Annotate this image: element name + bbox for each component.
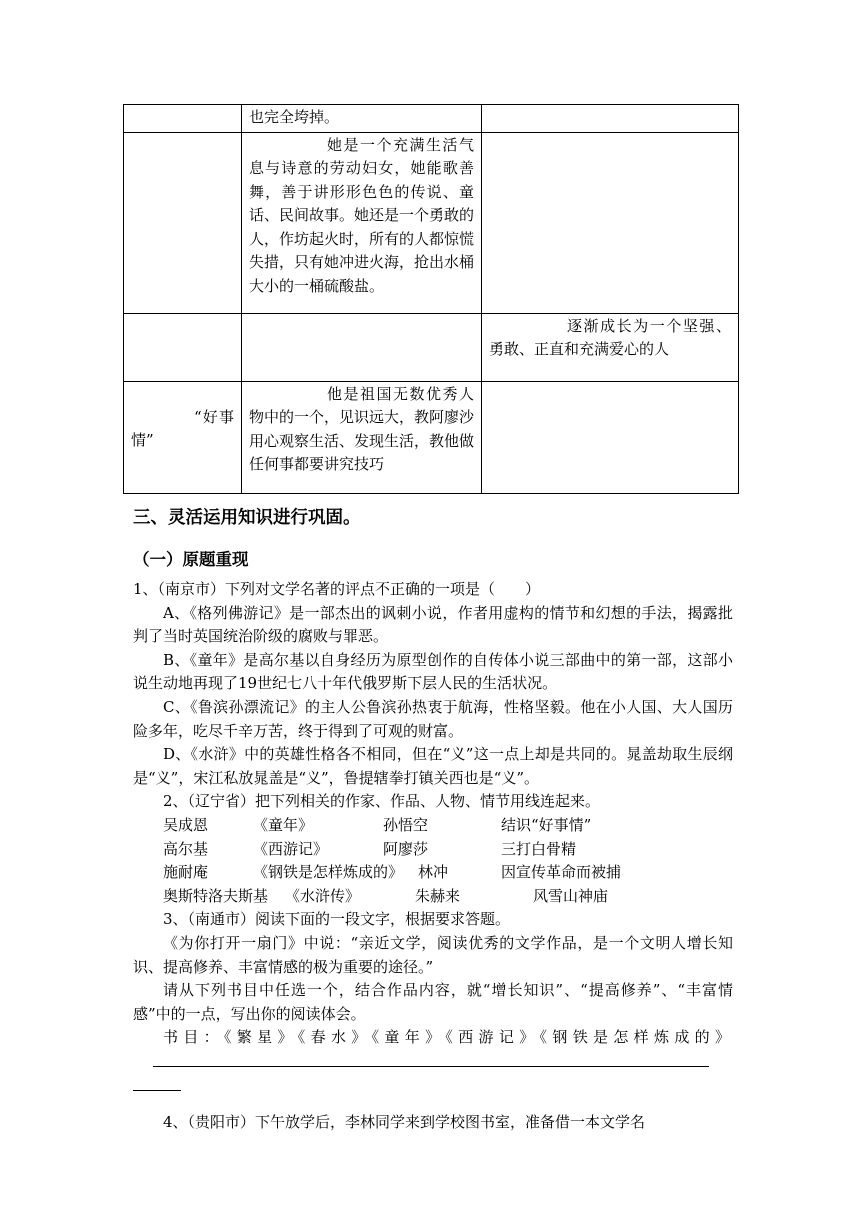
matching-plot: 结识“好事情” bbox=[501, 815, 592, 834]
table-cell bbox=[482, 132, 739, 313]
table-cell bbox=[482, 105, 739, 133]
table-cell bbox=[482, 381, 739, 493]
table-row bbox=[124, 381, 739, 493]
table-cell: 她是一个充满生活气息与诗意的劳动妇女，她能歌善舞，善于讲形形色色的传说、童话、民间故事。她还是一个勇敢的人，作坊起火时，所有的人都惊慌失措，只有她冲进火海，抢出水桶大小的一桶硫酸盐。 bbox=[242, 132, 482, 313]
answer-line[interactable] bbox=[133, 1074, 181, 1091]
matching-character: 朱赫来 bbox=[415, 886, 461, 905]
section-heading: 三、灵活运用知识进行巩固。 bbox=[133, 508, 361, 528]
table-cell bbox=[124, 313, 242, 381]
matching-plot: 三打白骨精 bbox=[501, 839, 577, 858]
matching-list bbox=[133, 814, 733, 908]
question-3-stem: 3、（南通市）阅读下面的一段文字，根据要求答题。 bbox=[163, 910, 511, 929]
question-3-quote: 《为你打开一扇门》中说：“亲近文学，阅读优秀的文学作品，是一个文明人增长知识、提高修养、丰富情感的极为重要的途径。” bbox=[133, 933, 733, 976]
matching-character: 阿廖莎 bbox=[383, 839, 429, 858]
table-row bbox=[124, 105, 739, 133]
subsection-heading: （一）原题重现 bbox=[133, 550, 249, 569]
option-c: C、《鲁滨孙漂流记》的主人公鲁滨孙热衷于航海，性格坚毅。他在小人国、大人国历险多年，吃尽千辛万苦，终于得到了可观的财富。 bbox=[133, 697, 733, 740]
matching-work: 《童年》 bbox=[253, 815, 314, 834]
table-row bbox=[124, 132, 739, 313]
matching-row bbox=[163, 814, 733, 838]
matching-work: 《钢铁是怎样炼成的》 bbox=[253, 863, 404, 882]
matching-plot: 因宣传革命而被捕 bbox=[501, 863, 622, 882]
answer-line[interactable] bbox=[153, 1050, 709, 1067]
matching-author: 施耐庵 bbox=[163, 863, 209, 882]
matching-work: 《水浒传》 bbox=[285, 886, 361, 905]
question-3-instruction: 请从下列书目中任选一个，结合作品内容，就“增长知识”、“提高修养”、“丰富情感”中的一点，写出你的阅读体会。 bbox=[133, 981, 733, 1023]
matching-row bbox=[163, 861, 733, 885]
option-b: B、《童年》是高尔基以自身经历为原型创作的自传体小说三部曲中的第一部，这部小说生动地再现了19世纪七八十年代俄罗斯下层人民的生活状况。 bbox=[133, 650, 733, 693]
table-cell bbox=[124, 105, 242, 133]
table-cell bbox=[124, 132, 242, 313]
matching-row bbox=[163, 838, 733, 862]
matching-author: 奥斯特洛夫斯基 bbox=[163, 886, 269, 905]
table-cell: “好事情” bbox=[124, 381, 242, 493]
question-3-books bbox=[133, 1026, 733, 1074]
table-cell: 也完全垮掉。 bbox=[242, 105, 482, 133]
matching-author: 高尔基 bbox=[163, 839, 209, 858]
table-cell: 逐渐成长为一个坚强、勇敢、正直和充满爱心的人 bbox=[482, 313, 739, 381]
questions-body bbox=[133, 578, 733, 1135]
matching-character: 孙悟空 bbox=[383, 815, 429, 834]
matching-character: 林冲 bbox=[418, 863, 449, 882]
character-table bbox=[123, 104, 739, 494]
matching-plot: 风雪山神庙 bbox=[533, 886, 609, 905]
book-list: 书目：《繁星》《春水》《童年》《西游记》《钢铁是怎样炼成的》 bbox=[163, 1028, 733, 1047]
matching-author: 吴成恩 bbox=[163, 815, 209, 834]
question-1-stem: 1、（南京市）下列对文学名著的评点不正确的一项是（ ） bbox=[133, 580, 541, 598]
matching-work: 《西游记》 bbox=[253, 839, 329, 858]
question-2-stem: 2、（辽宁省）把下列相关的作家、作品、人物、情节用线连起来。 bbox=[163, 792, 601, 811]
option-d: D、《水浒》中的英雄性格各不相同，但在“义”这一点上却是共同的。晁盖劫取生辰纲是“义”，宋江私放晁盖是“义”，鲁提辖拳打镇关西也是“义”。 bbox=[133, 745, 733, 787]
table-cell bbox=[242, 313, 482, 381]
answer-line-row bbox=[133, 1074, 733, 1099]
option-a: A、《格列佛游记》是一部杰出的讽刺小说，作者用虚构的情节和幻想的手法，揭露批判了当时英国统治阶级的腐败与罪恶。 bbox=[133, 603, 733, 646]
table-row bbox=[124, 313, 739, 381]
table-cell: 他是祖国无数优秀人物中的一个，见识远大，教阿廖沙用心观察生活、发现生活，教他做任何事都要讲究技巧 bbox=[242, 381, 482, 493]
question-4-stem: 4、（贵阳市）下午放学后，李林同学来到学校图书室，准备借一本文学名 bbox=[163, 1113, 646, 1132]
matching-row bbox=[163, 885, 733, 909]
